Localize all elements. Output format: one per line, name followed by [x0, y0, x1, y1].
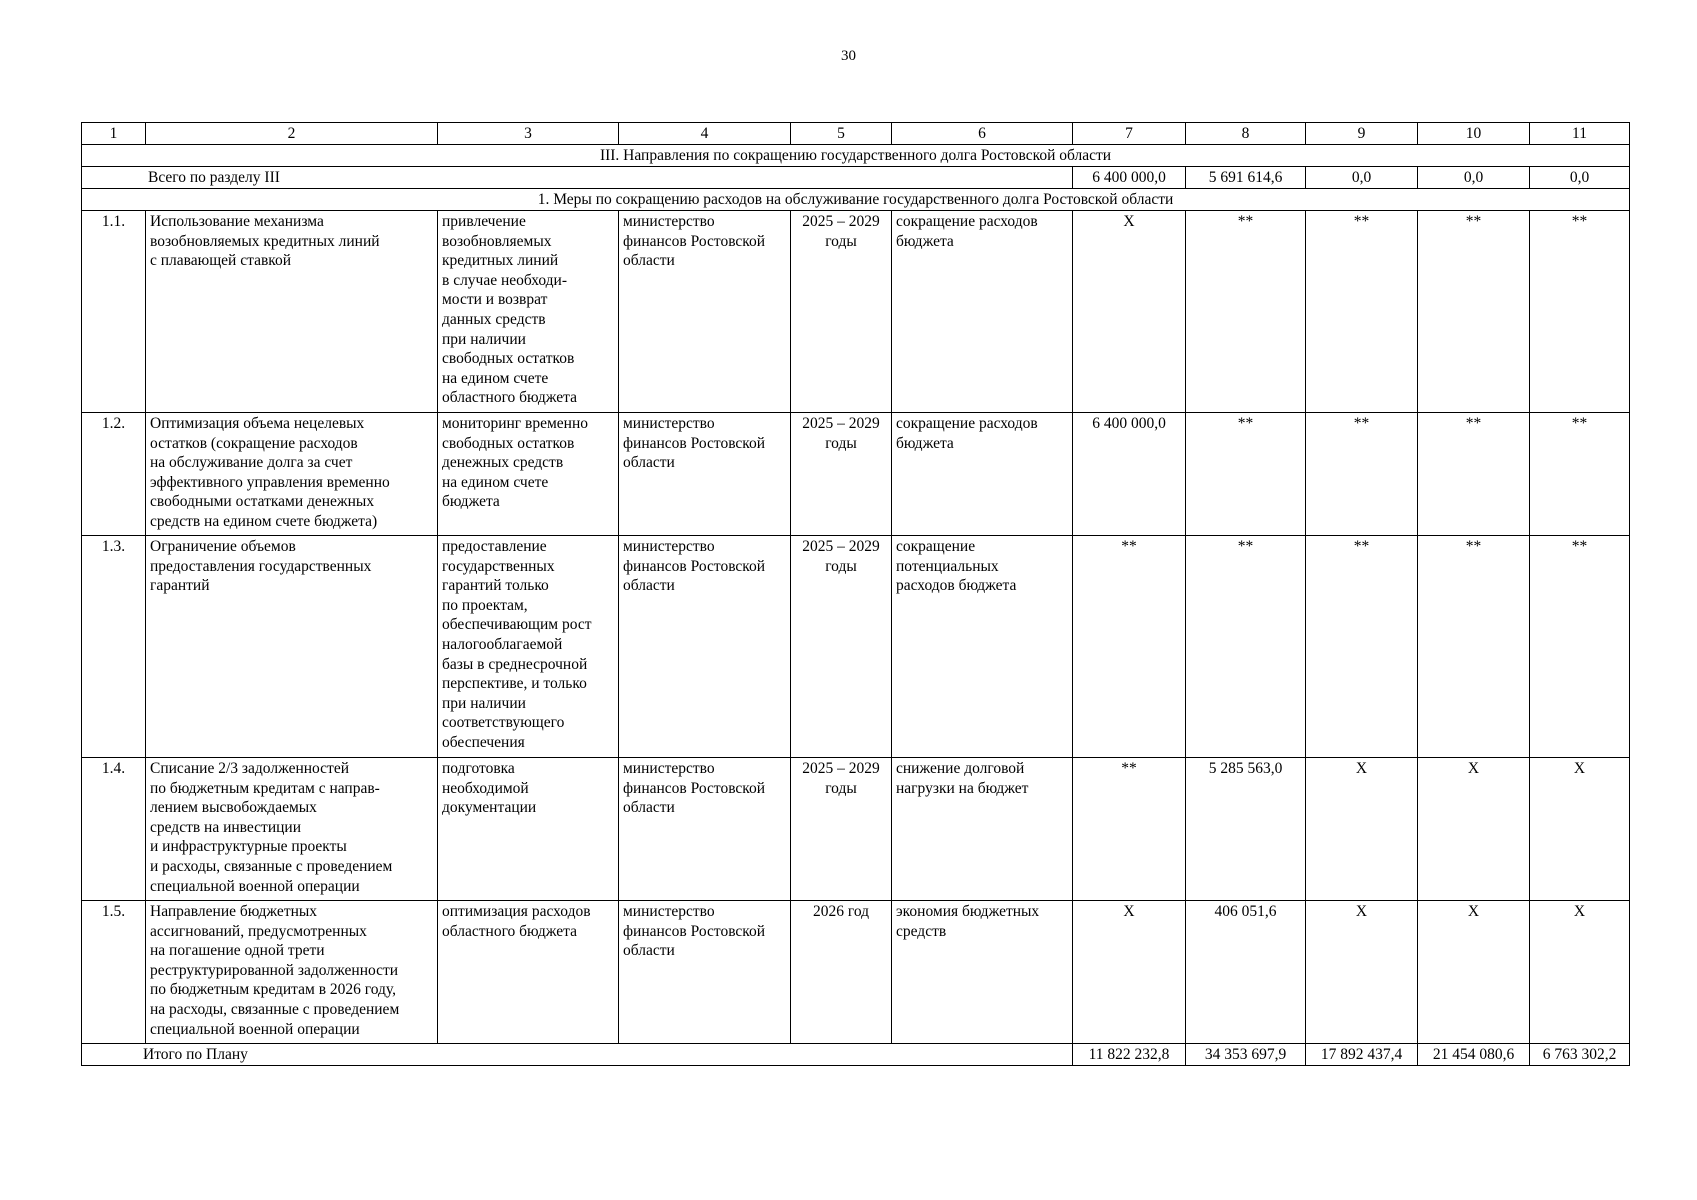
row-number: 1.3. [82, 536, 146, 758]
measure-value: X [1073, 901, 1186, 1044]
column-number: 7 [1073, 123, 1186, 145]
measure-name: Направление бюджетных ассигнований, предусмотренных на погашение одной трети реструктурированной задолженности по бюджетным кредитам в 2026 году, на расходы, связанные с проведением специальной военной операции [146, 901, 438, 1044]
measure-action: подготовка необходимой документации [438, 758, 619, 901]
column-number: 4 [619, 123, 791, 145]
plan-total-value: 34 353 697,9 [1186, 1044, 1306, 1066]
measure-value: X [1418, 758, 1530, 901]
plan-table-body [82, 123, 1630, 1066]
measure-result: сокращение расходов бюджета [892, 211, 1073, 413]
measure-value: ** [1306, 536, 1418, 758]
measure-name: Использование механизма возобновляемых кредитных линий с плавающей ставкой [146, 211, 438, 413]
section-title: III. Направления по сокращению государственного долга Ростовской области [82, 145, 1630, 167]
measure-value: 6 400 000,0 [1073, 413, 1186, 536]
section-total-value: 6 400 000,0 [1073, 167, 1186, 189]
measure-value: ** [1186, 413, 1306, 536]
measure-name: Ограничение объемов предоставления государственных гарантий [146, 536, 438, 758]
column-number: 3 [438, 123, 619, 145]
column-number: 9 [1306, 123, 1418, 145]
row-number: 1.1. [82, 211, 146, 413]
measure-value: ** [1530, 211, 1630, 413]
section-total-value: 5 691 614,6 [1186, 167, 1306, 189]
section-total-row [82, 167, 1630, 189]
section-total-value: 0,0 [1418, 167, 1530, 189]
table-row [82, 758, 1630, 901]
measure-value: ** [1530, 536, 1630, 758]
measure-value: ** [1073, 536, 1186, 758]
measure-result: экономия бюджетных средств [892, 901, 1073, 1044]
measure-value: ** [1530, 413, 1630, 536]
column-number: 1 [82, 123, 146, 145]
section-total-value: 0,0 [1530, 167, 1630, 189]
subsection-title: 1. Меры по сокращению расходов на обслуживание государственного долга Ростовской области [82, 189, 1630, 211]
measure-result: сокращение потенциальных расходов бюджета [892, 536, 1073, 758]
measure-action: предоставление государственных гарантий только по проектам, обеспечивающим рост налогооблагаемой базы в среднесрочной перспективе, и только при наличии соответствующего обеспечения [438, 536, 619, 758]
measure-action: оптимизация расходов областного бюджета [438, 901, 619, 1044]
measure-value: ** [1073, 758, 1186, 901]
table-row [82, 413, 1630, 536]
measure-value: ** [1306, 413, 1418, 536]
plan-total-value: 6 763 302,2 [1530, 1044, 1630, 1066]
plan-total-value: 21 454 080,6 [1418, 1044, 1530, 1066]
measure-executor: министерство финансов Ростовской области [619, 758, 791, 901]
measure-result: снижение долговой нагрузки на бюджет [892, 758, 1073, 901]
column-number-row [82, 123, 1630, 145]
measure-value: ** [1418, 413, 1530, 536]
table-row [82, 211, 1630, 413]
measure-value: X [1530, 901, 1630, 1044]
column-number: 2 [146, 123, 438, 145]
measure-value: ** [1418, 211, 1530, 413]
measure-name: Оптимизация объема нецелевых остатков (сокращение расходов на обслуживание долга за счет эффективного управления временно свободными остатками денежных средств на едином счете бюджета) [146, 413, 438, 536]
measure-name: Списание 2/3 задолженностей по бюджетным кредитам с направ- лением высвобождаемых средств на инвестиции и инфраструктурные проекты и расходы, связанные с проведением специальной военной операции [146, 758, 438, 901]
subsection-title-row [82, 189, 1630, 211]
measure-value: ** [1418, 536, 1530, 758]
section-total-label: Всего по разделу III [82, 167, 1073, 189]
plan-total-value: 17 892 437,4 [1306, 1044, 1418, 1066]
plan-total-value: 11 822 232,8 [1073, 1044, 1186, 1066]
measure-value: X [1530, 758, 1630, 901]
column-number: 10 [1418, 123, 1530, 145]
column-number: 6 [892, 123, 1073, 145]
measure-value: 5 285 563,0 [1186, 758, 1306, 901]
column-number: 11 [1530, 123, 1630, 145]
measure-period: 2026 год [791, 901, 892, 1044]
measure-action: мониторинг временно свободных остатков денежных средств на едином счете бюджета [438, 413, 619, 536]
measure-value: X [1073, 211, 1186, 413]
table-row [82, 536, 1630, 758]
measure-value: ** [1306, 211, 1418, 413]
plan-total-label: Итого по Плану [82, 1044, 1073, 1066]
measure-executor: министерство финансов Ростовской области [619, 211, 791, 413]
measure-period: 2025 – 2029 годы [791, 536, 892, 758]
measure-value: 406 051,6 [1186, 901, 1306, 1044]
page-number: 30 [841, 48, 856, 64]
measure-executor: министерство финансов Ростовской области [619, 901, 791, 1044]
measure-action: привлечение возобновляемых кредитных линий в случае необходи- мости и возврат данных средств при наличии свободных остатков на едином счете областного бюджета [438, 211, 619, 413]
row-number: 1.5. [82, 901, 146, 1044]
column-number: 5 [791, 123, 892, 145]
table-row [82, 901, 1630, 1044]
measure-executor: министерство финансов Ростовской области [619, 413, 791, 536]
plan-total-row [82, 1044, 1630, 1066]
measure-value: ** [1186, 211, 1306, 413]
section-title-row [82, 145, 1630, 167]
measure-period: 2025 – 2029 годы [791, 413, 892, 536]
measure-value: X [1418, 901, 1530, 1044]
measure-result: сокращение расходов бюджета [892, 413, 1073, 536]
measure-value: ** [1186, 536, 1306, 758]
measure-period: 2025 – 2029 годы [791, 758, 892, 901]
row-number: 1.2. [82, 413, 146, 536]
measure-executor: министерство финансов Ростовской области [619, 536, 791, 758]
measure-value: X [1306, 901, 1418, 1044]
row-number: 1.4. [82, 758, 146, 901]
plan-table [81, 122, 1630, 1066]
section-total-value: 0,0 [1306, 167, 1418, 189]
measure-period: 2025 – 2029 годы [791, 211, 892, 413]
column-number: 8 [1186, 123, 1306, 145]
measure-value: X [1306, 758, 1418, 901]
